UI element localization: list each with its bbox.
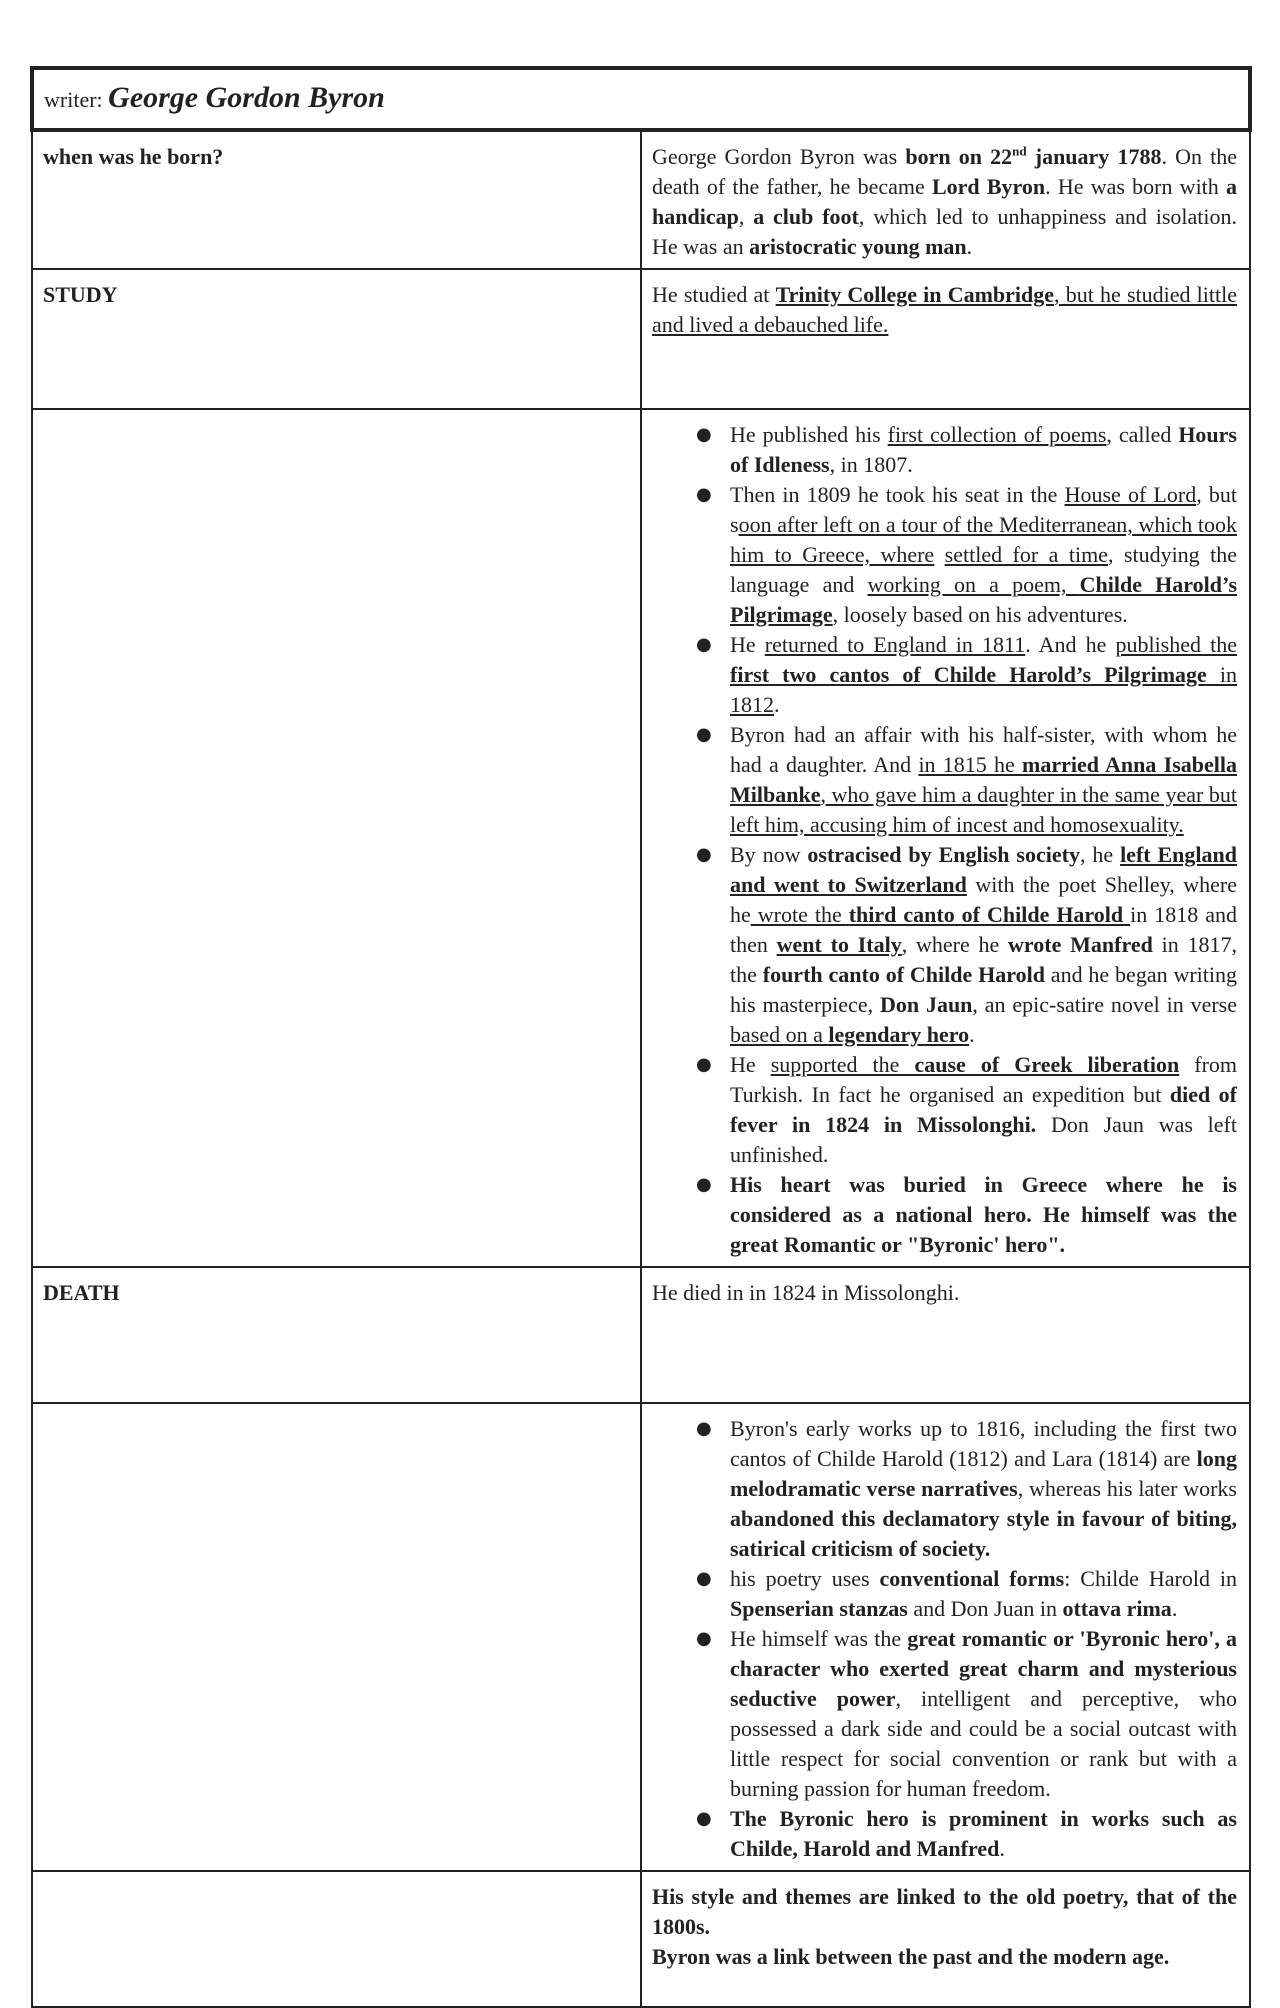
works-row <box>32 1403 1250 1871</box>
list-item: ● His heart was buried in Greece where he is considered as a national hero. He himself was the great Romantic or "Byronic' hero". <box>730 1170 1237 1260</box>
writer-table <box>30 66 1252 2008</box>
list-item: ● He published his first collection of poems, called Hours of Idleness, in 1807. <box>730 420 1237 480</box>
style-content <box>641 1871 1250 2007</box>
style-line-1: His style and themes are linked to the old poetry, that of the 1800s. <box>652 1884 1237 1939</box>
list-item: ● Then in 1809 he took his seat in the House of Lord, but soon after left on a tour of the Mediterranean, which took him to Greece, where settled for a time, studying the language and working on a poem, Childe Harold’s Pilgrimage, loosely based on his adventures. <box>730 480 1237 630</box>
writer-name: George Gordon Byron <box>108 81 385 114</box>
list-item: ● By now ostracised by English society, he left England and went to Switzerland with the poet Shelley, where he wrote the third canto of Childe Harold in 1818 and then went to Italy, where he wrote Manfred in 1817, the fourth canto of Childe Harold and he began writing his masterpiece, Don Jaun, an epic-satire novel in verse based on a legendary hero. <box>730 840 1237 1050</box>
works-content <box>641 1403 1250 1871</box>
list-item: ● The Byronic hero is prominent in works such as Childe, Harold and Manfred. <box>730 1804 1237 1864</box>
career-row <box>32 409 1250 1267</box>
list-item: ● He himself was the great romantic or 'Byronic hero', a character who exerted great charm and mysterious seductive power, intelligent and perceptive, who possessed a dark side and could be a social outcast with little respect for social convention or rank but with a burning passion for human freedom. <box>730 1624 1237 1804</box>
style-line-2: Byron was a link between the past and the modern age. <box>652 1944 1170 1969</box>
death-label: DEATH <box>32 1267 641 1403</box>
byron-notes-sheet <box>30 66 1252 2008</box>
born-label: when was he born? <box>32 130 641 269</box>
title-row <box>32 68 1250 130</box>
study-content <box>641 269 1250 409</box>
works-label <box>32 1403 641 1871</box>
works-list <box>652 1414 1237 1864</box>
study-row <box>32 269 1250 409</box>
list-item: ● Byron had an affair with his half-sister, with whom he had a daughter. And in 1815 he married Anna Isabella Milbanke, who gave him a daughter in the same year but left him, accusing him of incest and homosexuality. <box>730 720 1237 840</box>
list-item: ● He returned to England in 1811. And he published the first two cantos of Childe Harold’s Pilgrimage in 1812. <box>730 630 1237 720</box>
study-paragraph: He studied at Trinity College in Cambridge, but he studied little and lived a debauched life. <box>652 282 1237 337</box>
death-paragraph: He died in in 1824 in Missolonghi. <box>652 1280 960 1305</box>
study-label: STUDY <box>32 269 641 409</box>
style-row <box>32 1871 1250 2007</box>
title-prefix: writer: <box>44 87 103 112</box>
career-content <box>641 409 1250 1267</box>
born-row <box>32 130 1250 269</box>
death-content <box>641 1267 1250 1403</box>
career-label <box>32 409 641 1267</box>
list-item: ● his poetry uses conventional forms: Childe Harold in Spenserian stanzas and Don Juan in ottava rima. <box>730 1564 1237 1624</box>
born-content <box>641 130 1250 269</box>
title-cell <box>32 68 1250 130</box>
list-item: ● Byron's early works up to 1816, including the first two cantos of Childe Harold (1812) and Lara (1814) are long melodramatic verse narratives, whereas his later works abandoned this declamatory style in favour of biting, satirical criticism of society. <box>730 1414 1237 1564</box>
born-paragraph: George Gordon Byron was born on 22nd january 1788. On the death of the father, he became Lord Byron. He was born with a handicap, a club foot, which led to unhappiness and isolation. He was an aristocratic young man. <box>652 143 1238 259</box>
style-label <box>32 1871 641 2007</box>
death-row <box>32 1267 1250 1403</box>
career-list <box>652 420 1237 1260</box>
list-item: ● He supported the cause of Greek liberation from Turkish. In fact he organised an expedition but died of fever in 1824 in Missolonghi. Don Jaun was left unfinished. <box>730 1050 1237 1170</box>
